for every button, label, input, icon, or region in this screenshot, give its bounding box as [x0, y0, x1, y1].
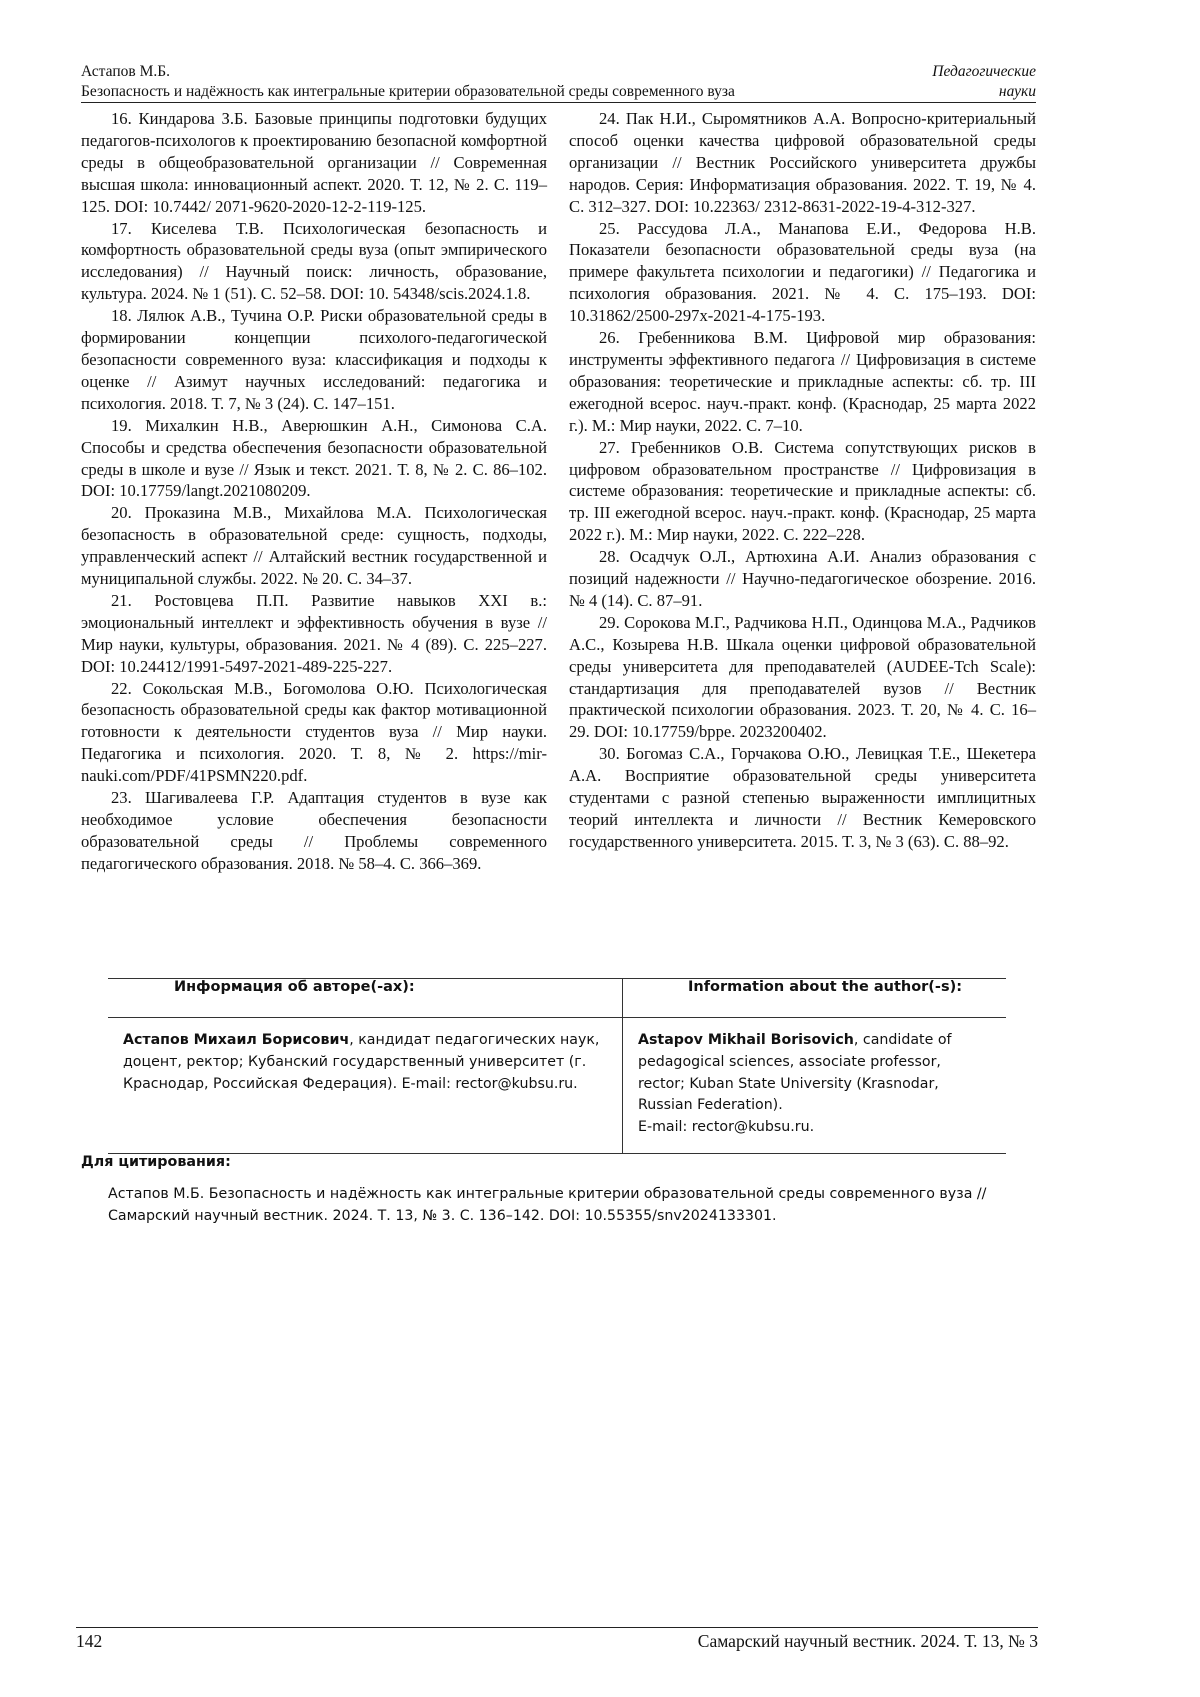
footer-journal: Самарский научный вестник. 2024. Т. 13, № 3: [698, 1631, 1038, 1652]
reference-item: 30. Богомаз С.А., Горчакова О.Ю., Левицкая Т.Е., Шекетера А.А. Восприятие образовательной среды университета студентами с разной степенью выраженности имплицитных теорий интеллекта и личности // Вестник Кемеровского государственного университета. 2015. Т. 3, № 3 (63). С. 88–92.: [569, 743, 1036, 853]
reference-item: 22. Сокольская М.В., Богомолова О.Ю. Психологическая безопасность образовательной среды как фактор мотивационной готовности к деятельности студентов вуза // Мир науки. Педагогика и психология. 2020. Т. 8, № 2. https://mir-nauki.com/PDF/41PSMN220.pdf.: [81, 678, 547, 788]
author-name-en: Astapov Mikhail Borisovich: [638, 1032, 854, 1048]
reference-item: 17. Киселева Т.В. Психологическая безопасность и комфортность образовательной среды вуза (опыт эмпирического исследования) // Научный поиск: личность, образование, культура. 2024. № 1 (51). С. 52–58. DOI: 10. 54348/scis.2024.1.8.: [81, 218, 547, 306]
citation-text: Астапов М.Б. Безопасность и надёжность как интегральные критерии образовательной среды современного вуза // Самарский научный вестник. 2024. Т. 13, № 3. С. 136–142. DOI: 10.55355/snv2024133301.: [108, 1183, 1038, 1227]
reference-item: 18. Лялюк А.В., Тучина О.Р. Риски образовательной среды в формировании концепции психолого-педагогической безопасности современного вуза: классификация и подходы к оценке // Азимут научных исследований: педагогика и психология. 2018. Т. 7, № 3 (24). С. 147–151.: [81, 305, 547, 415]
author-info-en: [623, 1018, 1007, 1154]
reference-item: 20. Проказина М.В., Михайлова М.А. Психологическая безопасность в образовательной среде: сущность, подходы, управленческий аспект // Алтайский вестник государственной и муниципальной службы. 2022. № 20. С. 34–37.: [81, 502, 547, 590]
reference-item: 16. Киндарова З.Б. Базовые принципы подготовки будущих педагогов-психологов к проектированию безопасной комфортной среды в общеобразовательной организации // Современная высшая школа: инновационный аспект. 2020. Т. 12, № 2. С. 119–125. DOI: 10.7442/ 2071-9620-2020-12-2-119-125.: [81, 108, 547, 218]
author-info-heading-en: Information about the author(-s):: [623, 979, 1007, 1018]
header-divider: [81, 102, 1036, 103]
reference-item: 21. Ростовцева П.П. Развитие навыков XXI в.: эмоциональный интеллект и эффективность обучения в вузе // Мир науки, культуры, образования. 2021. № 4 (89). С. 225–227. DOI: 10.24412/1991-5497-2021-489-225-227.: [81, 590, 547, 678]
reference-item: 25. Рассудова Л.А., Манапова Е.И., Федорова Н.В. Показатели безопасности образовательной среды вуза (на примере факультета психологии и педагогики) // Педагогика и психология образования. 2021. № 4. С. 175–193. DOI: 10.31862/2500-297x-2021-4-175-193.: [569, 218, 1036, 328]
reference-item: 19. Михалкин Н.В., Аверюшкин А.Н., Симонова С.А. Способы и средства обеспечения безопасности образовательной среды в школе и вузе // Язык и текст. 2021. Т. 8, № 2. С. 86–102. DOI: 10.17759/langt.2021080209.: [81, 415, 547, 503]
citation-heading: Для цитирования:: [81, 1154, 231, 1170]
author-info-heading-ru: Информация об авторе(-ах):: [108, 979, 623, 1018]
reference-item: 26. Гребенникова В.М. Цифровой мир образования: инструменты эффективного педагога // Цифровизация в системе образования: теоретические и прикладные аспекты: сб. тр. III ежегодной всерос. науч.-практ. конф. (Краснодар, 25 марта 2022 г.). М.: Мир науки, 2022. С. 7–10.: [569, 327, 1036, 437]
references-left-column: [81, 108, 547, 875]
reference-item: 29. Сорокова М.Г., Радчикова Н.П., Одинцова М.А., Радчиков А.С., Козырева Н.В. Шкала оценки цифровой образовательной среды университета для преподавателей (AUDEE-Tch Scale): стандартизация для преподавателей вузов // Вестник практической психологии образования. 2023. Т. 20, № 4. С. 16–29. DOI: 10.17759/bppe. 2023200402.: [569, 612, 1036, 743]
author-info-table: [108, 978, 1006, 1154]
reference-item: 28. Осадчук О.Л., Артюхина А.И. Анализ образования с позиций надежности // Научно-педагогическое обозрение. 2016. № 4 (14). С. 87–91.: [569, 546, 1036, 612]
reference-item: 27. Гребенников О.В. Система сопутствующих рисков в цифровом образовательном пространстве // Цифровизация в системе образования: теоретические и прикладные аспекты: сб. тр. III ежегодной всерос. науч.-практ. конф. (Краснодар, 25 марта 2022 г.). М.: Мир науки, 2022. С. 222–228.: [569, 437, 1036, 547]
author-email-en: E-mail: rector@kubsu.ru.: [638, 1119, 814, 1135]
header-author: Астапов М.Б.: [81, 62, 170, 81]
page: [0, 0, 1200, 1697]
reference-item: 24. Пак Н.И., Сыромятников А.А. Вопросно-критериальный способ оценки качества цифровой образовательной среды организации // Вестник Российского университета дружбы народов. Серия: Информатизация образования. 2022. Т. 19, № 4. С. 312–327. DOI: 10.22363/ 2312-8631-2022-19-4-312-327.: [569, 108, 1036, 218]
footer-divider: [76, 1627, 1038, 1628]
page-number: 142: [76, 1631, 102, 1652]
header-section-line1: Педагогические: [932, 62, 1036, 81]
author-info-ru: [108, 1018, 623, 1154]
header-section-line2: науки: [999, 82, 1036, 101]
references-right-column: [569, 108, 1036, 853]
reference-item: 23. Шагивалеева Г.Р. Адаптация студентов в вузе как необходимое условие обеспечения безопасности образовательной среды // Проблемы современного педагогического образования. 2018. № 58–4. С. 366–369.: [81, 787, 547, 875]
author-details-en: , candidate of pedagogical sciences, associate professor, rector; Kuban State University (Krasnodar, Russian Federation).: [638, 1032, 952, 1113]
header-article-title: Безопасность и надёжность как интегральные критерии образовательной среды современного вуза: [81, 82, 735, 101]
author-name-ru: Астапов Михаил Борисович: [123, 1032, 349, 1048]
author-details-ru: , кандидат педагогических наук, доцент, ректор; Кубанский государственный университет (г. Краснодар, Российская Федерация). E-mail: rector@kubsu.ru.: [123, 1032, 599, 1092]
